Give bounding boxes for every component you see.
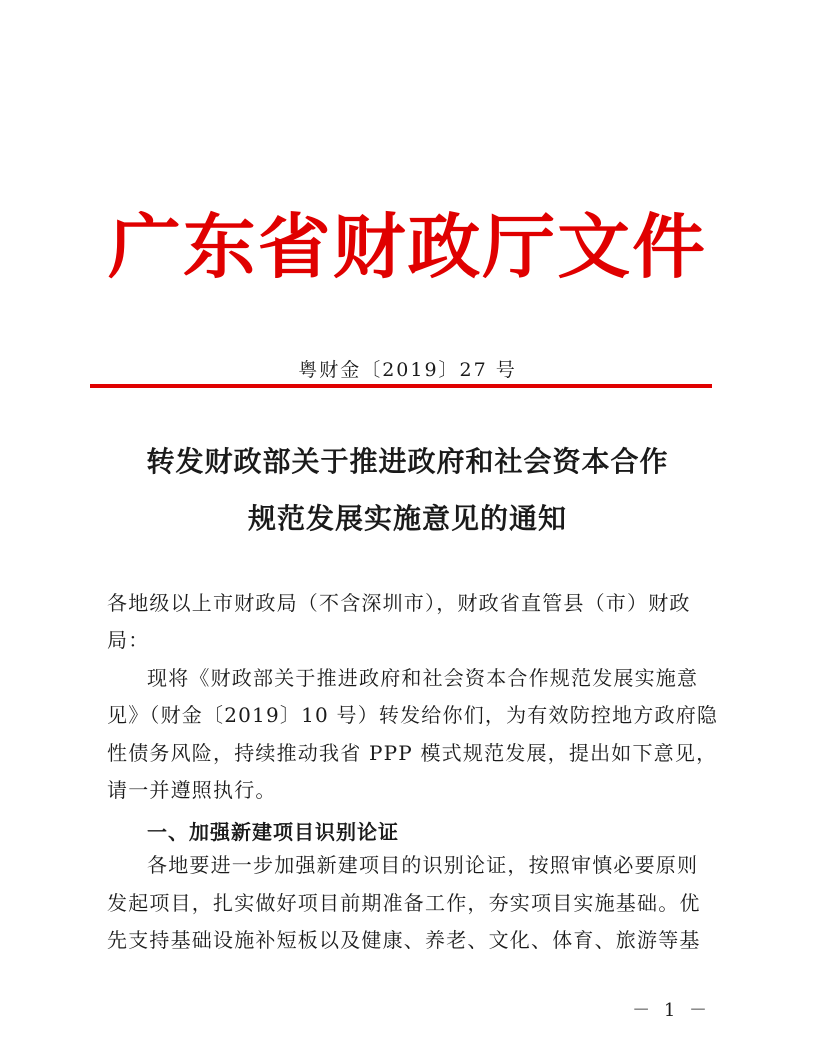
paragraph-2-line-3: 先支持基础设施补短板以及健康、养老、文化、体育、旅游等基 [107, 928, 701, 952]
paragraph-2-line-2: 发起项目，扎实做好项目前期准备工作，夯实项目实施基础。优 [107, 891, 701, 915]
addressee-line-1: 各地级以上市财政局（不含深圳市），财政省直管县（市）财政 [107, 591, 691, 615]
paragraph-1-line-4: 请一并遵照执行。 [107, 778, 277, 802]
masthead-title: 广东省财政厅文件 [107, 206, 708, 288]
red-divider-rule [90, 384, 712, 388]
paragraph-2-line-1: 各地要进一步加强新建项目的识别论证，按照审慎必要原则 [147, 853, 699, 877]
section-heading-1: 一、加强新建项目识别论证 [147, 820, 399, 844]
notice-title-line-1: 转发财政部关于推进政府和社会资本合作 [146, 445, 669, 478]
addressee-line-2: 局： [107, 628, 150, 652]
paragraph-1-line-1: 现将《财政部关于推进政府和社会资本合作规范发展实施意 [147, 666, 699, 690]
notice-title-line-2: 规范发展实施意见的通知 [247, 502, 567, 535]
paragraph-1-line-3: 性债务风险，持续推动我省 PPP 模式规范发展，提出如下意见， [107, 741, 718, 765]
document-number: 粤财金〔2019〕27 号 [298, 359, 517, 381]
page-number: － 1 － [632, 1000, 711, 1021]
paragraph-1-line-2: 见》（财金〔2019〕10 号）转发给你们，为有效防控地方政府隐 [107, 703, 719, 727]
